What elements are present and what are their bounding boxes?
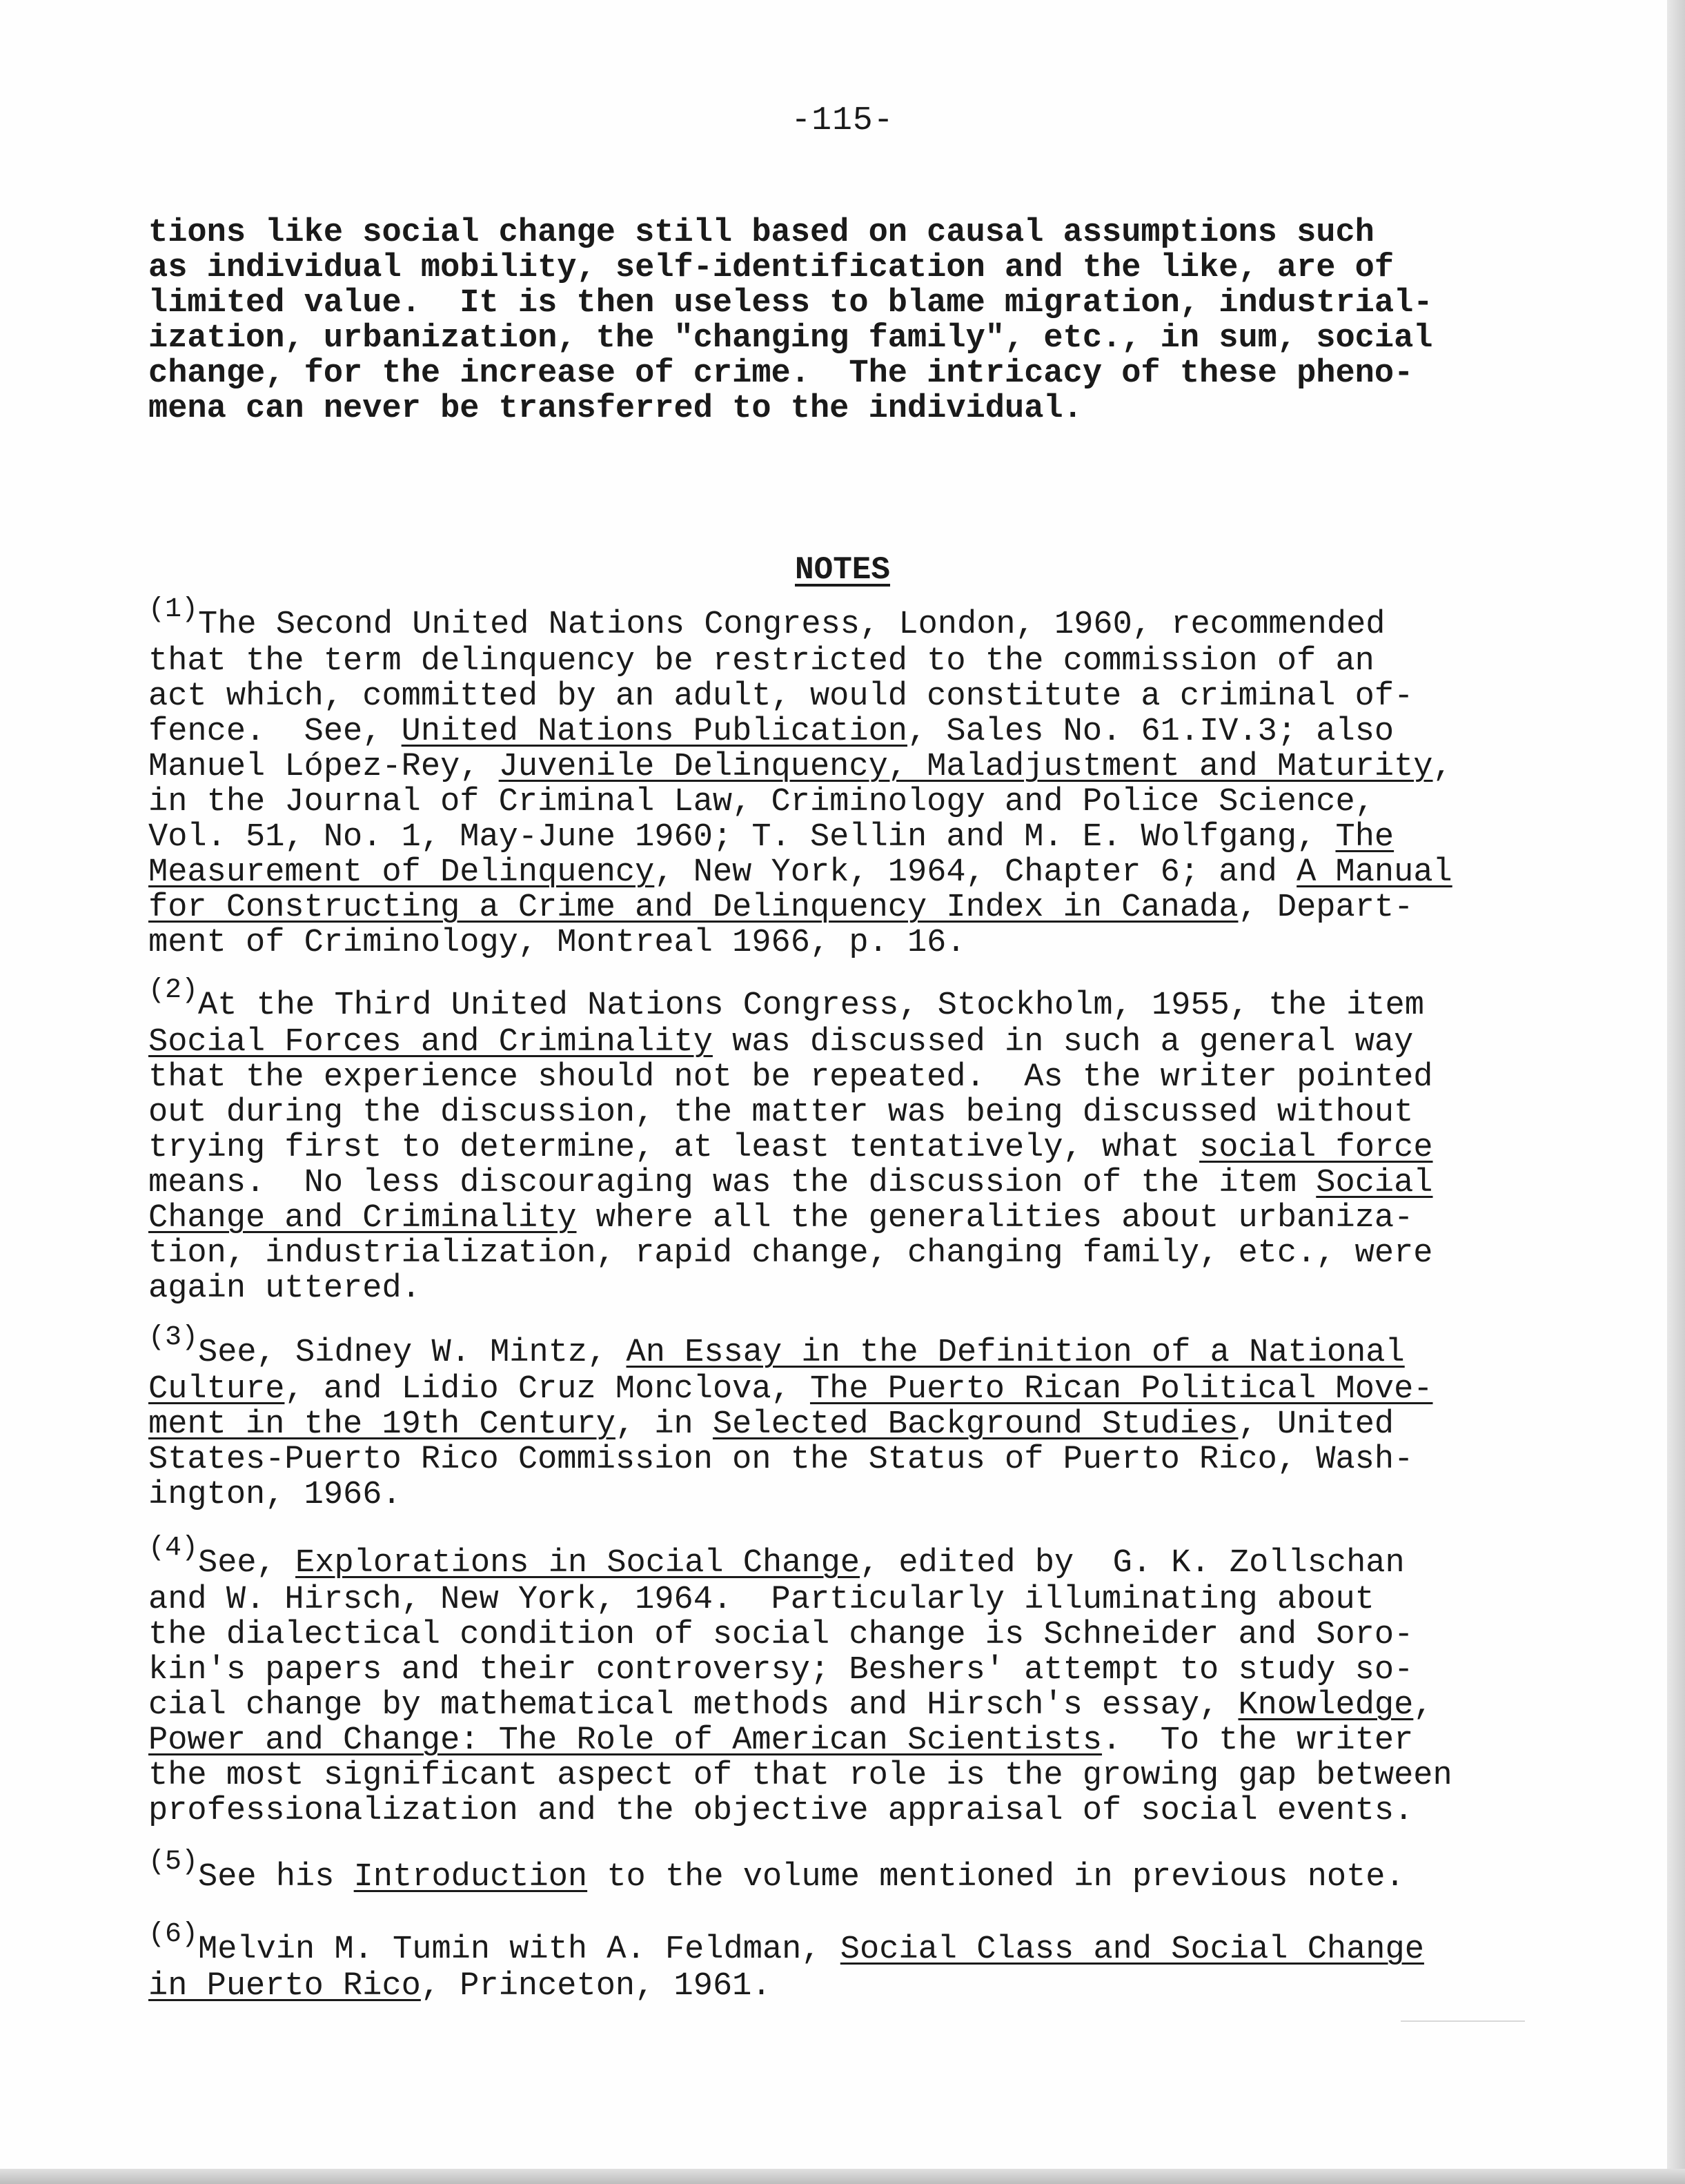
text-line: mena can never be transferred to the individual. bbox=[148, 391, 1083, 427]
note-line bbox=[148, 785, 1556, 820]
text-line: change, for the increase of crime. The intricacy of these pheno- bbox=[148, 355, 1414, 392]
note-line bbox=[148, 1372, 1556, 1407]
underlined-title: Selected Background Studies bbox=[712, 1406, 1239, 1443]
note-line bbox=[148, 1688, 1556, 1723]
footnote-number: (5) bbox=[148, 1847, 199, 1878]
footnote-number: (4) bbox=[148, 1533, 199, 1564]
note-text: means. No less discouraging was the discussion of the item bbox=[148, 1165, 1317, 1201]
note-text: , bbox=[1413, 1687, 1433, 1724]
note-line bbox=[148, 890, 1556, 925]
footnote-5 bbox=[148, 1847, 1556, 1896]
note-line bbox=[148, 1847, 1556, 1896]
footnote-6 bbox=[148, 1919, 1556, 2005]
note-line bbox=[148, 1793, 1556, 1829]
note-text: , United bbox=[1238, 1406, 1395, 1443]
note-line bbox=[148, 1095, 1556, 1130]
note-text: where all the generalities about urbaniza- bbox=[576, 1200, 1414, 1237]
note-text: . To the writer bbox=[1102, 1722, 1414, 1759]
note-text: , New York, 1964, Chapter 6; and bbox=[654, 854, 1297, 891]
note-line bbox=[148, 714, 1556, 749]
note-line bbox=[148, 1201, 1556, 1236]
underlined-title: United Nations Publication bbox=[401, 714, 907, 750]
underlined-title: Explorations in Social Change bbox=[295, 1545, 860, 1582]
note-line bbox=[148, 1130, 1556, 1165]
note-text: trying first to determine, at least tentatively, what bbox=[148, 1130, 1200, 1166]
note-text: ington, 1966. bbox=[148, 1477, 402, 1513]
note-text: See, Sidney W. Mintz, bbox=[198, 1335, 627, 1371]
footnote-2 bbox=[148, 975, 1556, 1307]
note-line bbox=[148, 975, 1556, 1025]
note-line bbox=[148, 1533, 1556, 1582]
underlined-title: Social Forces and Criminality bbox=[148, 1024, 713, 1061]
note-text: was discussed in such a general way bbox=[712, 1024, 1414, 1061]
note-text: , Depart- bbox=[1238, 889, 1414, 926]
note-text: , in bbox=[615, 1406, 713, 1443]
note-text: the most significant aspect of that role is the growing gap between bbox=[148, 1758, 1452, 1794]
note-text: Manuel López-Rey, bbox=[148, 749, 499, 785]
note-text: ment of Criminology, Montreal 1966, p. 16. bbox=[148, 925, 966, 961]
note-text: See his bbox=[198, 1859, 354, 1896]
text-line: limited value. It is then useless to blame migration, industrial- bbox=[148, 285, 1433, 322]
note-line bbox=[148, 1723, 1556, 1758]
footnote-number: (3) bbox=[148, 1322, 199, 1353]
note-line bbox=[148, 1165, 1556, 1201]
note-text: Melvin M. Tumin with A. Feldman, bbox=[198, 1931, 840, 1968]
underlined-title: Social bbox=[1316, 1165, 1433, 1201]
note-line bbox=[148, 1969, 1556, 2004]
note-text: , Sales No. 61.IV.3; also bbox=[907, 714, 1395, 750]
footnote-number: (6) bbox=[148, 1919, 199, 1950]
underlined-title: Measurement of Delinquency bbox=[148, 854, 655, 891]
underlined-title: The Puerto Rican Political Move- bbox=[809, 1371, 1433, 1408]
note-line bbox=[148, 1477, 1556, 1513]
notes-heading-text: NOTES bbox=[794, 552, 891, 588]
note-text: cial change by mathematical methods and Hirsch's essay, bbox=[148, 1687, 1239, 1724]
underlined-title: Change and Criminality bbox=[148, 1200, 577, 1237]
note-line bbox=[148, 749, 1556, 785]
page-number: -115- bbox=[791, 102, 894, 139]
note-text: again uttered. bbox=[148, 1270, 421, 1307]
note-text: that the term delinquency be restricted to the commission of an bbox=[148, 643, 1374, 680]
note-line bbox=[148, 1582, 1556, 1617]
note-line bbox=[148, 1271, 1556, 1306]
footnote-1 bbox=[148, 594, 1556, 961]
underlined-title: for Constructing a Crime and Delinquency Index in Canada bbox=[148, 889, 1239, 926]
footnote-3 bbox=[148, 1322, 1556, 1513]
body-paragraph bbox=[148, 215, 1556, 426]
note-text: The Second United Nations Congress, London, 1960, recommended bbox=[198, 607, 1386, 643]
note-text: fence. See, bbox=[148, 714, 402, 750]
underlined-title: The bbox=[1335, 819, 1395, 856]
underlined-title: Juvenile Delinquency, Maladjustment and Maturity bbox=[498, 749, 1433, 785]
faint-rule bbox=[1401, 2020, 1525, 2022]
underlined-title: An Essay in the Definition of a National bbox=[626, 1335, 1405, 1371]
underlined-title: Culture bbox=[148, 1371, 285, 1408]
note-text: kin's papers and their controversy; Beshers' attempt to study so- bbox=[148, 1652, 1414, 1689]
note-line bbox=[148, 855, 1556, 890]
text-line: ization, urbanization, the "changing family", etc., in sum, social bbox=[148, 320, 1433, 357]
note-text: Vol. 51, No. 1, May-June 1960; T. Sellin and M. E. Wolfgang, bbox=[148, 819, 1336, 856]
note-line bbox=[148, 820, 1556, 855]
underlined-title: Power and Change: The Role of American Scientists bbox=[148, 1722, 1103, 1759]
text-line: as individual mobility, self-identification and the like, are of bbox=[148, 250, 1395, 286]
note-line bbox=[148, 1758, 1556, 1793]
text-line: tions like social change still based on causal assumptions such bbox=[148, 215, 1374, 251]
note-line bbox=[148, 594, 1556, 644]
note-text: tion, industrialization, rapid change, changing family, etc., were bbox=[148, 1235, 1433, 1272]
underlined-title: Social Class and Social Change bbox=[840, 1931, 1424, 1968]
page-bottom-shadow bbox=[0, 2169, 1685, 2184]
underlined-title: Introduction bbox=[353, 1859, 588, 1896]
footnote-4 bbox=[148, 1533, 1556, 1829]
note-line bbox=[148, 1407, 1556, 1442]
note-line bbox=[148, 1060, 1556, 1095]
note-text: act which, committed by an adult, would constitute a criminal of- bbox=[148, 678, 1414, 715]
notes-heading bbox=[0, 552, 1685, 588]
note-text: , edited by G. K. Zollschan bbox=[859, 1545, 1405, 1582]
page-edge-shadow bbox=[1667, 0, 1685, 2184]
note-text: the dialectical condition of social change is Schneider and Soro- bbox=[148, 1617, 1414, 1653]
note-text: See, bbox=[198, 1545, 296, 1582]
underlined-title: social force bbox=[1199, 1130, 1433, 1166]
note-text: , bbox=[1432, 749, 1452, 785]
note-line bbox=[148, 1025, 1556, 1060]
note-line bbox=[148, 1919, 1556, 1969]
note-line bbox=[148, 679, 1556, 714]
note-text: At the Third United Nations Congress, Stockholm, 1955, the item bbox=[198, 987, 1424, 1024]
note-text: professionalization and the objective appraisal of social events. bbox=[148, 1793, 1414, 1829]
underlined-title: Knowledge bbox=[1238, 1687, 1414, 1724]
note-line bbox=[148, 1442, 1556, 1477]
note-text: that the experience should not be repeated. As the writer pointed bbox=[148, 1059, 1433, 1096]
note-line bbox=[148, 1236, 1556, 1271]
note-text: States-Puerto Rico Commission on the Status of Puerto Rico, Wash- bbox=[148, 1442, 1414, 1478]
note-line bbox=[148, 1322, 1556, 1372]
note-text: , and Lidio Cruz Monclova, bbox=[284, 1371, 810, 1408]
note-line bbox=[148, 925, 1556, 961]
underlined-title: A Manual bbox=[1297, 854, 1452, 891]
note-text: and W. Hirsch, New York, 1964. Particularly illuminating about bbox=[148, 1582, 1374, 1618]
footnote-number: (1) bbox=[148, 594, 199, 625]
note-text: in the Journal of Criminal Law, Criminology and Police Science, bbox=[148, 784, 1374, 820]
note-text: , Princeton, 1961. bbox=[420, 1968, 771, 2005]
underlined-title: ment in the 19th Century bbox=[148, 1406, 615, 1443]
footnote-number: (2) bbox=[148, 975, 199, 1006]
note-text: to the volume mentioned in previous note. bbox=[587, 1859, 1405, 1896]
note-line bbox=[148, 1653, 1556, 1688]
underlined-title: in Puerto Rico bbox=[148, 1968, 421, 2005]
note-text: out during the discussion, the matter was being discussed without bbox=[148, 1094, 1414, 1131]
note-line bbox=[148, 644, 1556, 679]
note-line bbox=[148, 1617, 1556, 1653]
